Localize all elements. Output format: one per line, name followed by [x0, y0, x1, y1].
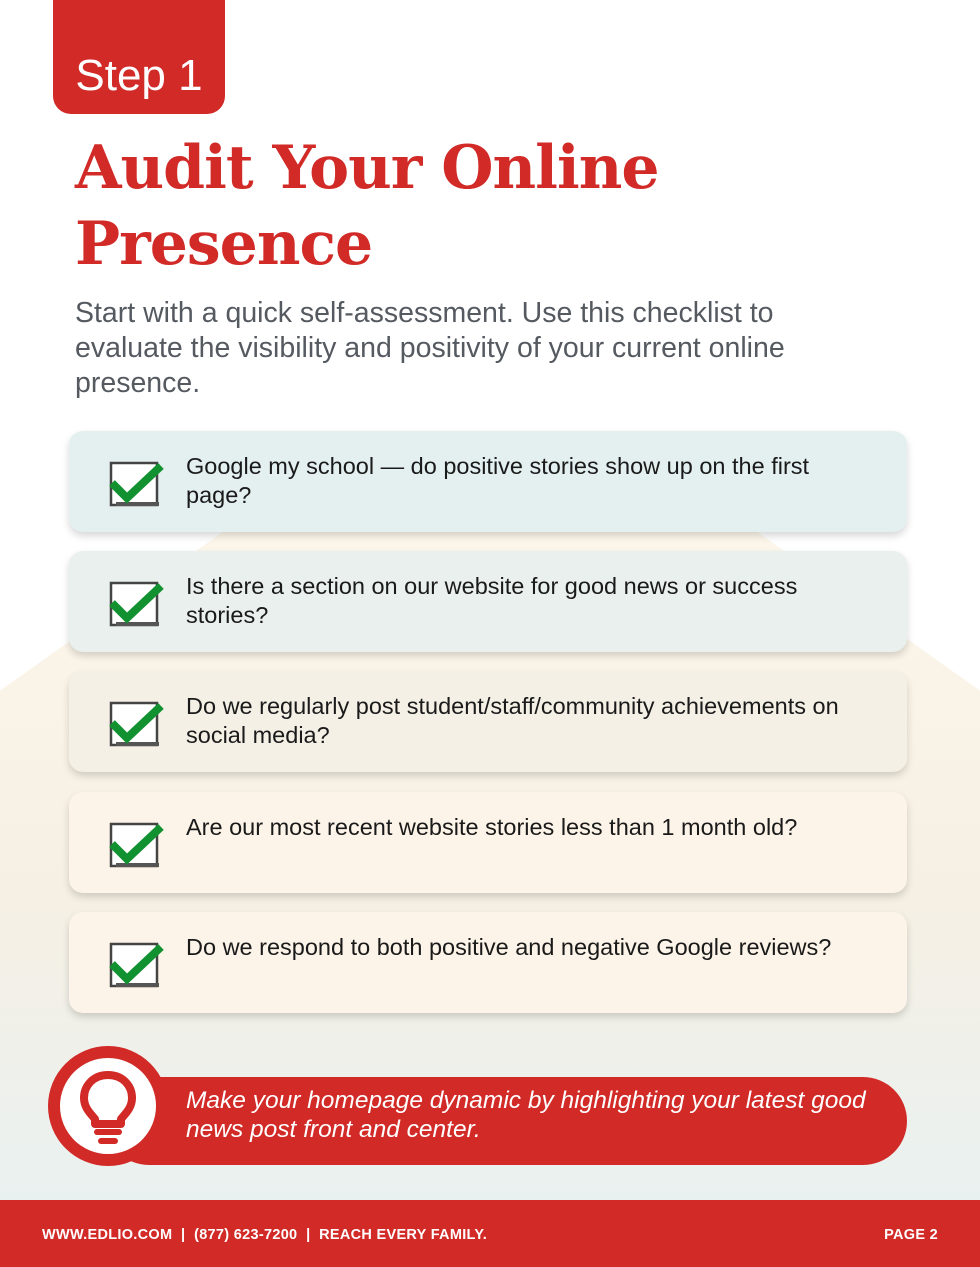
step-tab — [53, 0, 225, 114]
checklist-item-label: Do we respond to both positive and negative Google reviews? — [186, 934, 832, 960]
checkbox-checked-icon[interactable] — [109, 819, 165, 869]
checklist-item[interactable] — [69, 792, 907, 893]
footer-separator: | — [181, 1227, 186, 1243]
checklist-item-label: Google my school — do positive stories show up on the first page? — [186, 453, 810, 508]
checkbox-checked-icon[interactable] — [109, 939, 165, 989]
checklist-item[interactable] — [69, 551, 907, 652]
checkbox-checked-icon[interactable] — [109, 698, 165, 748]
checklist-item-label: Is there a section on our website for good news or success stories? — [186, 573, 798, 628]
footer-separator: | — [306, 1227, 311, 1243]
footer-tagline: REACH EVERY FAMILY. — [319, 1227, 488, 1243]
footer-contact — [42, 1227, 487, 1243]
checklist-item[interactable] — [69, 912, 907, 1013]
checkbox-checked-icon[interactable] — [109, 458, 165, 508]
checklist-item[interactable] — [69, 431, 907, 532]
page-number: PAGE 2 — [884, 1227, 938, 1243]
checklist-item-label: Do we regularly post student/staff/community achievements on social media? — [186, 693, 839, 748]
page-title: Audit Your Online Presence — [75, 133, 659, 279]
lightbulb-icon — [60, 1058, 156, 1154]
checklist-item-label: Are our most recent website stories less than 1 month old? — [186, 814, 798, 840]
step-label: Step 1 — [75, 51, 203, 100]
checklist-item[interactable] — [69, 671, 907, 772]
footer-website-link[interactable]: WWW.EDLIO.COM — [42, 1227, 173, 1243]
intro-text: Start with a quick self-assessment. Use this checklist to evaluate the visibility and positivity of your current online presence. — [75, 297, 785, 399]
checkbox-checked-icon[interactable] — [109, 578, 165, 628]
footer-phone[interactable]: (877) 623-7200 — [194, 1227, 298, 1243]
footer — [0, 1200, 980, 1267]
tip-text: Make your homepage dynamic by highlighting your latest good news post front and center. — [186, 1087, 866, 1143]
tip-icon-badge — [48, 1046, 168, 1166]
